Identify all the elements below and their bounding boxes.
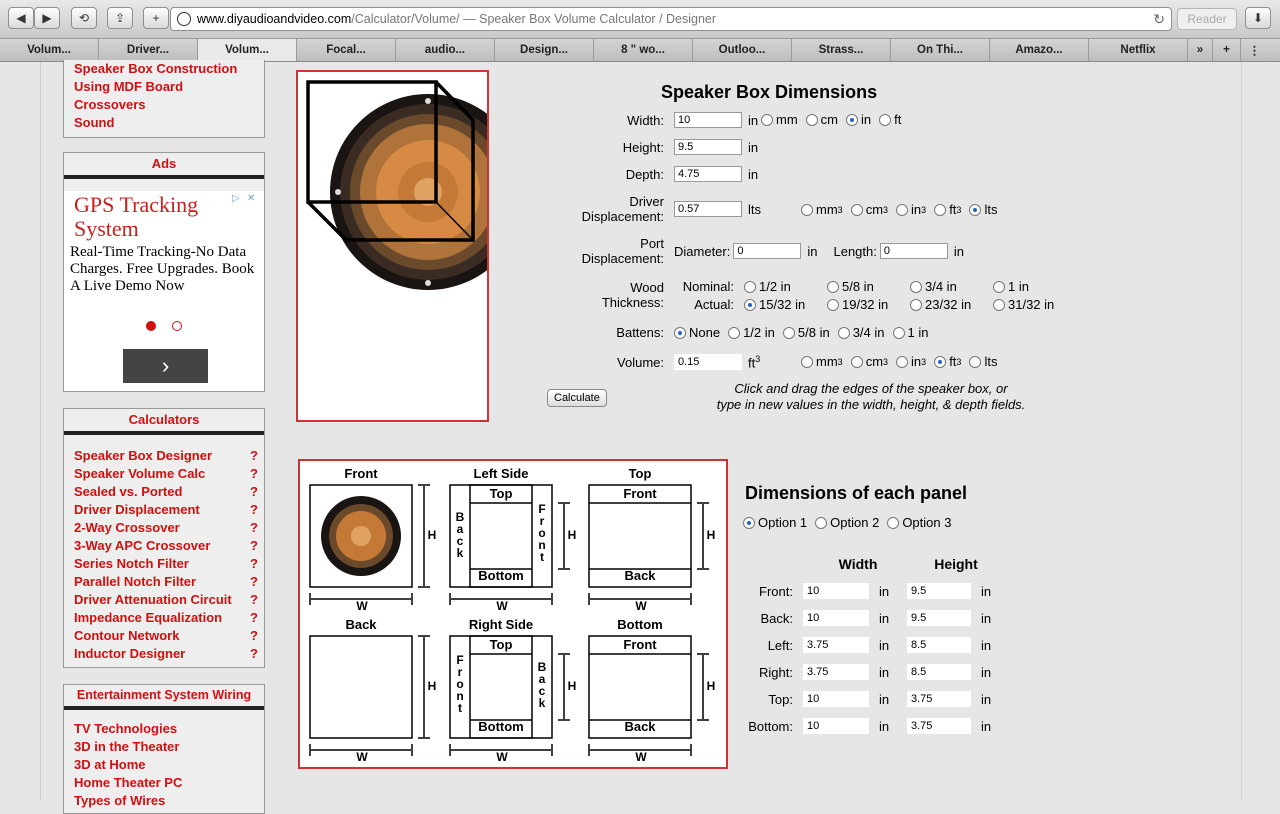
diameter-label: Diameter: bbox=[674, 243, 731, 259]
radio-icon[interactable] bbox=[815, 517, 827, 529]
panel-height-unit: in bbox=[981, 664, 992, 680]
radio-icon[interactable] bbox=[806, 114, 818, 126]
bookmark-tab[interactable]: Design... bbox=[495, 39, 594, 61]
battens-option[interactable]: None bbox=[674, 325, 720, 340]
panel-layout-option[interactable]: Option 3 bbox=[887, 515, 951, 530]
nominal-label: Nominal: bbox=[682, 279, 734, 294]
actual-options bbox=[744, 297, 1076, 312]
help-icon[interactable]: ? bbox=[250, 448, 258, 463]
radio-icon[interactable] bbox=[801, 356, 813, 368]
forward-button[interactable] bbox=[34, 7, 60, 29]
ad-info-icon[interactable]: ▷ bbox=[232, 193, 240, 204]
share-button[interactable] bbox=[107, 7, 133, 29]
help-icon[interactable]: ? bbox=[250, 466, 258, 481]
radio-icon[interactable] bbox=[827, 299, 839, 311]
calculators-links bbox=[64, 435, 264, 663]
panel-row bbox=[731, 610, 991, 626]
panel-width-value[interactable] bbox=[803, 610, 869, 626]
front-w-label: W bbox=[356, 599, 368, 613]
bookmarks-list bbox=[0, 39, 1188, 61]
left-w-label: W bbox=[496, 599, 508, 613]
panel-height-unit: in bbox=[981, 691, 992, 707]
radio-icon[interactable] bbox=[910, 299, 922, 311]
history-icon: ⟲ bbox=[78, 11, 90, 25]
help-icon[interactable]: ? bbox=[250, 574, 258, 589]
left-side-panel-label: Left Side bbox=[473, 466, 529, 481]
bottom-front-label: Front bbox=[623, 637, 657, 652]
radio-icon[interactable] bbox=[879, 114, 891, 126]
panel-width-unit: in bbox=[879, 583, 890, 599]
volume-unit-option[interactable]: ft 3 bbox=[934, 354, 961, 369]
port-label: Port Displacement: bbox=[581, 236, 664, 266]
help-icon[interactable]: ? bbox=[250, 520, 258, 535]
volume-unit-option[interactable]: mm 3 bbox=[801, 354, 843, 369]
browser-toolbar bbox=[0, 0, 1280, 39]
radio-icon[interactable] bbox=[674, 327, 686, 339]
bottom-w-label: W bbox=[635, 750, 647, 764]
panel-width-unit: in bbox=[879, 718, 890, 734]
radio-icon[interactable] bbox=[851, 204, 863, 216]
right-side-bottom-label: Bottom bbox=[478, 719, 524, 734]
radio-icon[interactable] bbox=[969, 356, 981, 368]
ads-box bbox=[63, 152, 265, 392]
width-label: Width: bbox=[627, 112, 664, 128]
radio-icon[interactable] bbox=[851, 356, 863, 368]
panel-row-label: Bottom: bbox=[748, 718, 793, 734]
page-title: — Speaker Box Volume Calculator / Designer bbox=[463, 12, 717, 26]
length-input[interactable] bbox=[880, 243, 948, 259]
right-side-back-label: B a c k bbox=[537, 660, 547, 710]
panel-row-label: Top: bbox=[768, 691, 793, 707]
radio-icon[interactable] bbox=[827, 281, 839, 293]
sidebar-link[interactable]: Driver Attenuation Circuit ? bbox=[74, 592, 258, 607]
sidebar-link[interactable]: Sound bbox=[74, 115, 115, 130]
panel-row bbox=[731, 583, 991, 599]
ad-title[interactable]: GPS Tracking System bbox=[74, 192, 199, 241]
nominal-thickness-option[interactable]: 1/2 in bbox=[744, 279, 827, 294]
hint-text: Click and drag the edges of the speaker box, or type in new values in the width, height, & depth fields. bbox=[716, 381, 1026, 412]
panel-width-value[interactable] bbox=[803, 691, 869, 707]
radio-icon[interactable] bbox=[846, 114, 858, 126]
ad-panel[interactable] bbox=[64, 191, 264, 391]
left-side-top-label: Top bbox=[489, 486, 513, 501]
help-icon[interactable]: ? bbox=[250, 502, 258, 517]
displacement-units bbox=[801, 202, 1005, 217]
radio-icon[interactable] bbox=[993, 299, 1005, 311]
sidebar-top-links bbox=[64, 60, 264, 132]
bookmarks-bar bbox=[0, 39, 1280, 62]
sidebar-link[interactable]: Driver Displacement ? bbox=[74, 502, 258, 517]
panel-row-label: Left: bbox=[767, 637, 793, 653]
bookmark-tab[interactable]: Strass... bbox=[792, 39, 891, 61]
globe-icon bbox=[177, 12, 191, 26]
right-side-panel-label: Right Side bbox=[468, 617, 534, 632]
panel-width-value[interactable] bbox=[803, 583, 869, 599]
dimension-units bbox=[761, 112, 909, 127]
panel-layout-option[interactable]: Option 1 bbox=[743, 515, 807, 530]
bottom-back-label: Back bbox=[624, 719, 656, 734]
depth-unit: in bbox=[748, 166, 759, 182]
wiring-box bbox=[63, 684, 265, 814]
panel-height-unit: in bbox=[981, 718, 992, 734]
actual-thickness-option[interactable]: 31/32 in bbox=[993, 297, 1076, 312]
actual-thickness-option[interactable]: 19/32 in bbox=[827, 297, 910, 312]
bookmark-tab[interactable]: 8 " wo... bbox=[594, 39, 693, 61]
volume-unit-option[interactable]: cm 3 bbox=[851, 354, 888, 369]
ads-heading: Ads bbox=[64, 153, 264, 179]
sidebar-link[interactable]: Using MDF Board bbox=[74, 79, 184, 94]
downloads-button[interactable] bbox=[1245, 7, 1271, 29]
driver-input[interactable] bbox=[674, 201, 742, 217]
right-w-label: W bbox=[496, 750, 508, 764]
depth-label: Depth: bbox=[625, 166, 664, 182]
sidebar-link[interactable]: Speaker Volume Calc ? bbox=[74, 466, 258, 481]
wiring-links bbox=[64, 710, 264, 810]
bookmark-tab[interactable]: Focal... bbox=[297, 39, 396, 61]
top-front-label: Front bbox=[623, 486, 657, 501]
radio-icon[interactable] bbox=[993, 281, 1005, 293]
battens-option[interactable]: 1 in bbox=[893, 325, 929, 340]
radio-icon[interactable] bbox=[896, 204, 908, 216]
panel-row-label: Back: bbox=[760, 610, 793, 626]
back-h-label: H bbox=[427, 679, 437, 693]
radio-icon[interactable] bbox=[934, 356, 946, 368]
panel-row bbox=[731, 691, 991, 707]
url-path: /Calculator/Volume/ bbox=[351, 12, 460, 26]
panel-row-label: Front: bbox=[759, 583, 793, 599]
width-unit: in bbox=[748, 112, 759, 128]
top-panel-label: Top bbox=[628, 466, 652, 481]
bottom-panel-label: Bottom bbox=[617, 617, 663, 632]
width-input[interactable] bbox=[674, 112, 742, 128]
displacement-unit-option[interactable]: mm 3 bbox=[801, 202, 843, 217]
panel-height-value[interactable] bbox=[907, 664, 971, 680]
tab-view-icon[interactable]: ⋮ bbox=[1240, 39, 1268, 61]
battens-option[interactable]: 5/8 in bbox=[783, 325, 830, 340]
sidebar-link[interactable]: Speaker Box Construction bbox=[74, 61, 238, 76]
speaker-box-preview[interactable] bbox=[296, 70, 489, 422]
sidebar-link[interactable]: 3D at Home bbox=[74, 757, 146, 772]
radio-icon[interactable] bbox=[728, 327, 740, 339]
sidebar-link[interactable]: TV Technologies bbox=[74, 721, 178, 736]
sidebar-link[interactable]: Parallel Notch Filter ? bbox=[74, 574, 258, 589]
length-unit: in bbox=[953, 243, 964, 259]
panel-width-value[interactable] bbox=[803, 664, 869, 680]
radio-icon[interactable] bbox=[969, 204, 981, 216]
reload-icon[interactable]: ↻ bbox=[1153, 11, 1165, 27]
volume-unit-option[interactable]: in 3 bbox=[896, 354, 926, 369]
history-button[interactable] bbox=[71, 7, 97, 29]
height-unit: in bbox=[748, 139, 759, 155]
sidebar-top-box bbox=[63, 60, 265, 138]
bookmark-tab[interactable]: Amazo... bbox=[990, 39, 1089, 61]
radio-icon[interactable] bbox=[934, 204, 946, 216]
help-icon[interactable]: ? bbox=[250, 628, 258, 643]
panel-width-unit: in bbox=[879, 637, 890, 653]
bookmark-tab[interactable]: audio... bbox=[396, 39, 495, 61]
bottom-h-label: H bbox=[706, 679, 716, 693]
top-back-label: Back bbox=[624, 568, 656, 583]
displacement-unit-option[interactable]: lts bbox=[969, 202, 997, 217]
panel-row bbox=[731, 637, 991, 653]
radio-icon[interactable] bbox=[896, 356, 908, 368]
sidebar-link[interactable]: 2-Way Crossover ? bbox=[74, 520, 258, 535]
share-icon: ⇪ bbox=[114, 11, 126, 25]
plus-icon: + bbox=[152, 11, 160, 25]
sidebar-link[interactable]: Impedance Equalization ? bbox=[74, 610, 258, 625]
panels-title: Dimensions of each panel bbox=[745, 483, 968, 503]
bookmark-tab[interactable]: Volum... bbox=[198, 39, 297, 61]
help-icon[interactable]: ? bbox=[250, 610, 258, 625]
panel-width-unit: in bbox=[879, 664, 890, 680]
panel-height-unit: in bbox=[981, 583, 992, 599]
calculate-button[interactable]: Calculate bbox=[547, 389, 607, 407]
wiring-heading: Entertainment System Wiring bbox=[64, 685, 264, 710]
sidebar-link[interactable]: 3D in the Theater bbox=[74, 739, 180, 754]
download-icon: ⬇ bbox=[1252, 11, 1264, 25]
battens-options bbox=[674, 325, 936, 340]
radio-icon[interactable] bbox=[761, 114, 773, 126]
ad-dot-active[interactable] bbox=[146, 321, 156, 331]
panel-width-unit: in bbox=[879, 610, 890, 626]
panel-options bbox=[743, 515, 959, 530]
height-column-header: Height bbox=[934, 556, 978, 572]
help-icon[interactable]: ? bbox=[250, 592, 258, 607]
sidebar-link[interactable]: Speaker Box Designer ? bbox=[74, 448, 258, 463]
left-side-back-label: B a c k bbox=[455, 510, 465, 560]
sidebar-link[interactable]: Inductor Designer ? bbox=[74, 646, 258, 661]
panel-row-label: Right: bbox=[759, 664, 793, 680]
width-column-header: Width bbox=[838, 556, 878, 572]
panel-width-value[interactable] bbox=[803, 718, 869, 734]
radio-icon[interactable] bbox=[744, 281, 756, 293]
help-icon[interactable]: ? bbox=[250, 538, 258, 553]
panel-row bbox=[731, 718, 991, 734]
radio-icon[interactable] bbox=[893, 327, 905, 339]
bookmark-tab[interactable]: Driver... bbox=[99, 39, 198, 61]
right-h-label: H bbox=[567, 679, 577, 693]
actual-thickness-option[interactable]: 23/32 in bbox=[910, 297, 993, 312]
driver-label: Driver Displacement: bbox=[581, 194, 664, 224]
sidebar-link[interactable]: Crossovers bbox=[74, 97, 146, 112]
height-input[interactable] bbox=[674, 139, 742, 155]
displacement-unit-option[interactable]: ft 3 bbox=[934, 202, 961, 217]
sidebar-link[interactable]: Contour Network ? bbox=[74, 628, 258, 643]
new-tab-button[interactable] bbox=[143, 7, 169, 29]
front-panel-label: Front bbox=[344, 466, 378, 481]
help-icon[interactable]: ? bbox=[250, 646, 258, 661]
battens-option[interactable]: 1/2 in bbox=[728, 325, 775, 340]
panel-height-value[interactable] bbox=[907, 610, 971, 626]
sidebar-link[interactable]: Sealed vs. Ported ? bbox=[74, 484, 258, 499]
radio-icon[interactable] bbox=[910, 281, 922, 293]
bookmark-tab[interactable]: Outloo... bbox=[693, 39, 792, 61]
sidebar-link[interactable]: 3-Way APC Crossover ? bbox=[74, 538, 258, 553]
calculator-title: Speaker Box Dimensions bbox=[661, 82, 878, 102]
radio-icon[interactable] bbox=[743, 517, 755, 529]
panel-diagram bbox=[298, 459, 728, 769]
help-icon[interactable]: ? bbox=[250, 556, 258, 571]
actual-thickness-option[interactable]: 15/32 in bbox=[744, 297, 827, 312]
top-w-label: W bbox=[635, 599, 647, 613]
actual-label: Actual: bbox=[694, 297, 734, 312]
driver-unit: lts bbox=[748, 201, 761, 217]
displacement-unit-option[interactable]: in 3 bbox=[896, 202, 926, 217]
left-h-label: H bbox=[567, 528, 577, 542]
bookmark-tab[interactable]: Volum... bbox=[0, 39, 99, 61]
back-icon: ◀ bbox=[16, 11, 26, 25]
speaker-box-graphic[interactable] bbox=[298, 72, 487, 420]
diameter-input[interactable] bbox=[733, 243, 801, 259]
calculators-heading: Calculators bbox=[64, 409, 264, 435]
ad-next-button[interactable] bbox=[123, 349, 208, 383]
radio-icon[interactable] bbox=[838, 327, 850, 339]
length-label: Length: bbox=[833, 243, 877, 259]
volume-label: Volume: bbox=[617, 354, 664, 370]
nominal-thickness-option[interactable]: 5/8 in bbox=[827, 279, 910, 294]
volume-unit-option[interactable]: lts bbox=[969, 354, 997, 369]
sidebar-link[interactable]: Home Theater PC bbox=[74, 775, 183, 790]
dimension-unit-option[interactable]: in bbox=[846, 112, 871, 127]
panel-width-value[interactable] bbox=[803, 637, 869, 653]
sidebar-link[interactable]: Types of Wires bbox=[74, 793, 166, 808]
dimension-unit-option[interactable]: ft bbox=[879, 112, 901, 127]
volume-output[interactable] bbox=[674, 354, 742, 370]
tab-add-icon[interactable]: + bbox=[1212, 39, 1240, 61]
nominal-options bbox=[744, 279, 1076, 294]
top-h-label: H bbox=[706, 528, 716, 542]
depth-input[interactable] bbox=[674, 166, 742, 182]
radio-icon[interactable] bbox=[783, 327, 795, 339]
help-icon[interactable]: ? bbox=[250, 484, 258, 499]
left-side-front-label: F r o n t bbox=[538, 502, 546, 564]
diameter-unit: in bbox=[807, 243, 818, 259]
right-side-top-label: Top bbox=[489, 637, 513, 652]
back-w-label: W bbox=[356, 750, 368, 764]
bookmark-tab[interactable]: Netflix bbox=[1089, 39, 1188, 61]
nominal-thickness-option[interactable]: 3/4 in bbox=[910, 279, 993, 294]
battens-label: Battens: bbox=[616, 325, 664, 340]
radio-icon[interactable] bbox=[887, 517, 899, 529]
wood-thickness-label: Wood Thickness: bbox=[601, 280, 664, 310]
page-content bbox=[40, 61, 1242, 808]
radio-icon[interactable] bbox=[801, 204, 813, 216]
ad-dot[interactable] bbox=[172, 321, 182, 331]
volume-units bbox=[801, 354, 1005, 369]
right-side-front-label: F r o n t bbox=[456, 653, 464, 715]
ad-close-icon[interactable]: ✕ bbox=[247, 193, 256, 204]
ad-body: Real-Time Tracking-No Data Charges. Free Upgrades. Book A Live Demo Now bbox=[70, 244, 255, 294]
url-domain: www.diyaudioandvideo.com bbox=[197, 12, 352, 26]
panel-row bbox=[731, 664, 991, 680]
battens-option[interactable]: 3/4 in bbox=[838, 325, 885, 340]
volume-unit: $ft^3$ bbox=[748, 354, 761, 371]
panel-height-value[interactable] bbox=[907, 718, 971, 734]
panel-height-value[interactable] bbox=[907, 583, 971, 599]
more-bookmarks-icon[interactable]: » bbox=[1196, 44, 1204, 56]
panel-height-value[interactable] bbox=[907, 691, 971, 707]
left-side-bottom-label: Bottom bbox=[478, 568, 524, 583]
chevron-right-icon: › bbox=[161, 353, 170, 378]
calculator-form bbox=[511, 62, 1071, 422]
reader-button[interactable]: Reader bbox=[1177, 8, 1237, 30]
dimension-unit-option[interactable]: cm bbox=[806, 112, 838, 127]
displacement-unit-option[interactable]: cm 3 bbox=[851, 202, 888, 217]
sidebar-link[interactable]: Series Notch Filter ? bbox=[74, 556, 258, 571]
calculators-box bbox=[63, 408, 265, 668]
forward-icon: ▶ bbox=[42, 11, 52, 25]
bookmark-tab[interactable]: On Thi... bbox=[891, 39, 990, 61]
panel-height-unit: in bbox=[981, 637, 992, 653]
panel-width-unit: in bbox=[879, 691, 890, 707]
panel-height-value[interactable] bbox=[907, 637, 971, 653]
panel-layout-option[interactable]: Option 2 bbox=[815, 515, 879, 530]
back-button[interactable] bbox=[8, 7, 34, 29]
back-panel-label: Back bbox=[345, 617, 377, 632]
panel-height-unit: in bbox=[981, 610, 992, 626]
radio-icon[interactable] bbox=[744, 299, 756, 311]
height-label: Height: bbox=[622, 139, 664, 155]
dimension-unit-option[interactable]: mm bbox=[761, 112, 798, 127]
address-bar[interactable] bbox=[170, 7, 1172, 31]
front-h-label: H bbox=[427, 528, 437, 542]
nominal-thickness-option[interactable]: 1 in bbox=[993, 279, 1076, 294]
